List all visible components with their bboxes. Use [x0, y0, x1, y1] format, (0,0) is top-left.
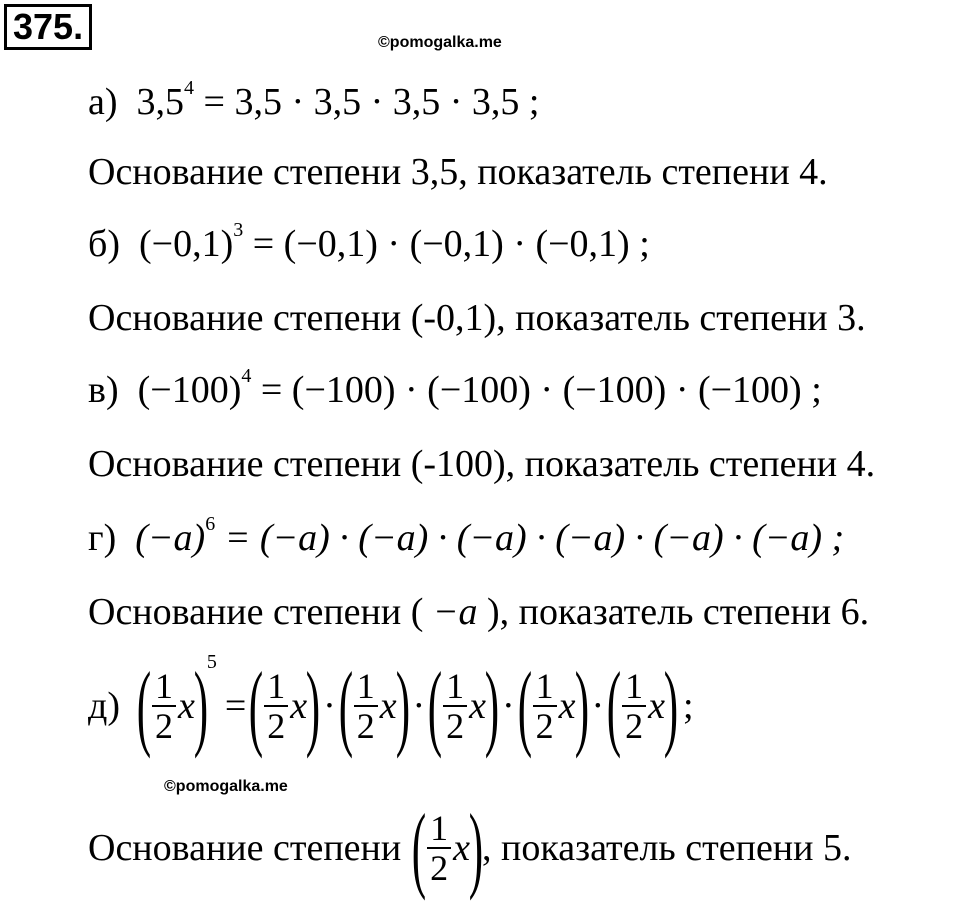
item-g-equation — [88, 513, 845, 560]
item-g-label: г) — [88, 517, 117, 559]
item-g-expl-var: −a — [423, 591, 488, 633]
item-b-rhs: = (−0,1) · (−0,1) · (−0,1) ; — [252, 223, 650, 265]
item-b-label: б) — [88, 223, 120, 265]
watermark-bottom: ©pomogalka.me — [164, 778, 288, 795]
item-a-label: а) — [88, 81, 118, 123]
item-d-factor: ( $\frac{1}{2}$ x ) — [338, 652, 410, 759]
item-v-equation — [88, 365, 822, 412]
item-d-expl-base: ( $\frac{1}{2}$ x ) — [411, 794, 484, 901]
item-g-base: (−a) — [135, 517, 206, 559]
item-g-expl-suffix: ), показатель степени 6. — [487, 591, 870, 633]
item-d-explanation — [88, 794, 852, 901]
item-b-base: (−0,1) — [139, 223, 234, 265]
item-v-explanation: Основание степени (-100), показатель степени 4. — [88, 443, 876, 485]
item-d-factor: ( $\frac{1}{2}$ x ) — [606, 652, 679, 759]
item-g-expl-prefix: Основание степени ( — [88, 591, 424, 633]
item-a-equation — [88, 77, 540, 124]
item-g-explanation — [88, 590, 869, 634]
item-d-expl-suffix: , показатель степени 5. — [482, 827, 852, 869]
item-d-fraction: $\frac{1}{2}$ — [152, 667, 176, 745]
right-paren: ) — [193, 652, 209, 759]
item-a-explanation: Основание степени 3,5, показатель степени 4. — [88, 151, 828, 193]
item-a-base: 3,5 — [136, 81, 185, 123]
item-d-factor: ( $\frac{1}{2}$ x ) — [427, 652, 500, 759]
item-a-rhs: = 3,5 · 3,5 · 3,5 · 3,5 ; — [203, 81, 540, 123]
item-d-equals: = — [224, 685, 247, 727]
item-d-label: д) — [88, 685, 120, 727]
item-d-semicolon: ; — [682, 685, 694, 727]
item-d-factor: ( $\frac{1}{2}$ x ) — [249, 652, 321, 759]
left-paren: ( — [136, 652, 152, 759]
item-d-factor: ( $\frac{1}{2}$ x ) — [517, 652, 589, 759]
item-b-exponent: 3 — [233, 219, 244, 241]
item-g-rhs: = (−a) · (−a) · (−a) · (−a) · (−a) · (−a) ; — [224, 517, 845, 559]
watermark-top: ©pomogalka.me — [378, 34, 502, 51]
item-d-var: x — [177, 685, 195, 727]
item-a-exponent: 4 — [184, 77, 195, 99]
item-v-base: (−100) — [137, 369, 242, 411]
item-g-exponent: 6 — [205, 513, 216, 535]
item-b-equation — [88, 219, 650, 266]
item-d-lhs-group: ( $\frac{1}{2}$ x ) 5 — [136, 651, 217, 759]
item-v-exponent: 4 — [241, 365, 252, 387]
problem-number: 375. — [4, 4, 92, 50]
item-b-explanation: Основание степени (-0,1), показатель степени 3. — [88, 297, 866, 339]
item-d-expl-prefix: Основание степени — [88, 827, 402, 869]
item-d-equation: д) ( $\frac{1}{2}$ x ) 5 = ( $\frac{1}{2}$ x ) · ( $\frac{1}{2}$ x ) · ( $\frac{1}{2}$ x ) · ( $\frac{1}{2}$ x ) · ( $\frac{1}{2}$ x ) ; — [88, 651, 694, 759]
item-v-rhs: = (−100) · (−100) · (−100) · (−100) ; — [260, 369, 822, 411]
item-v-label: в) — [88, 369, 119, 411]
